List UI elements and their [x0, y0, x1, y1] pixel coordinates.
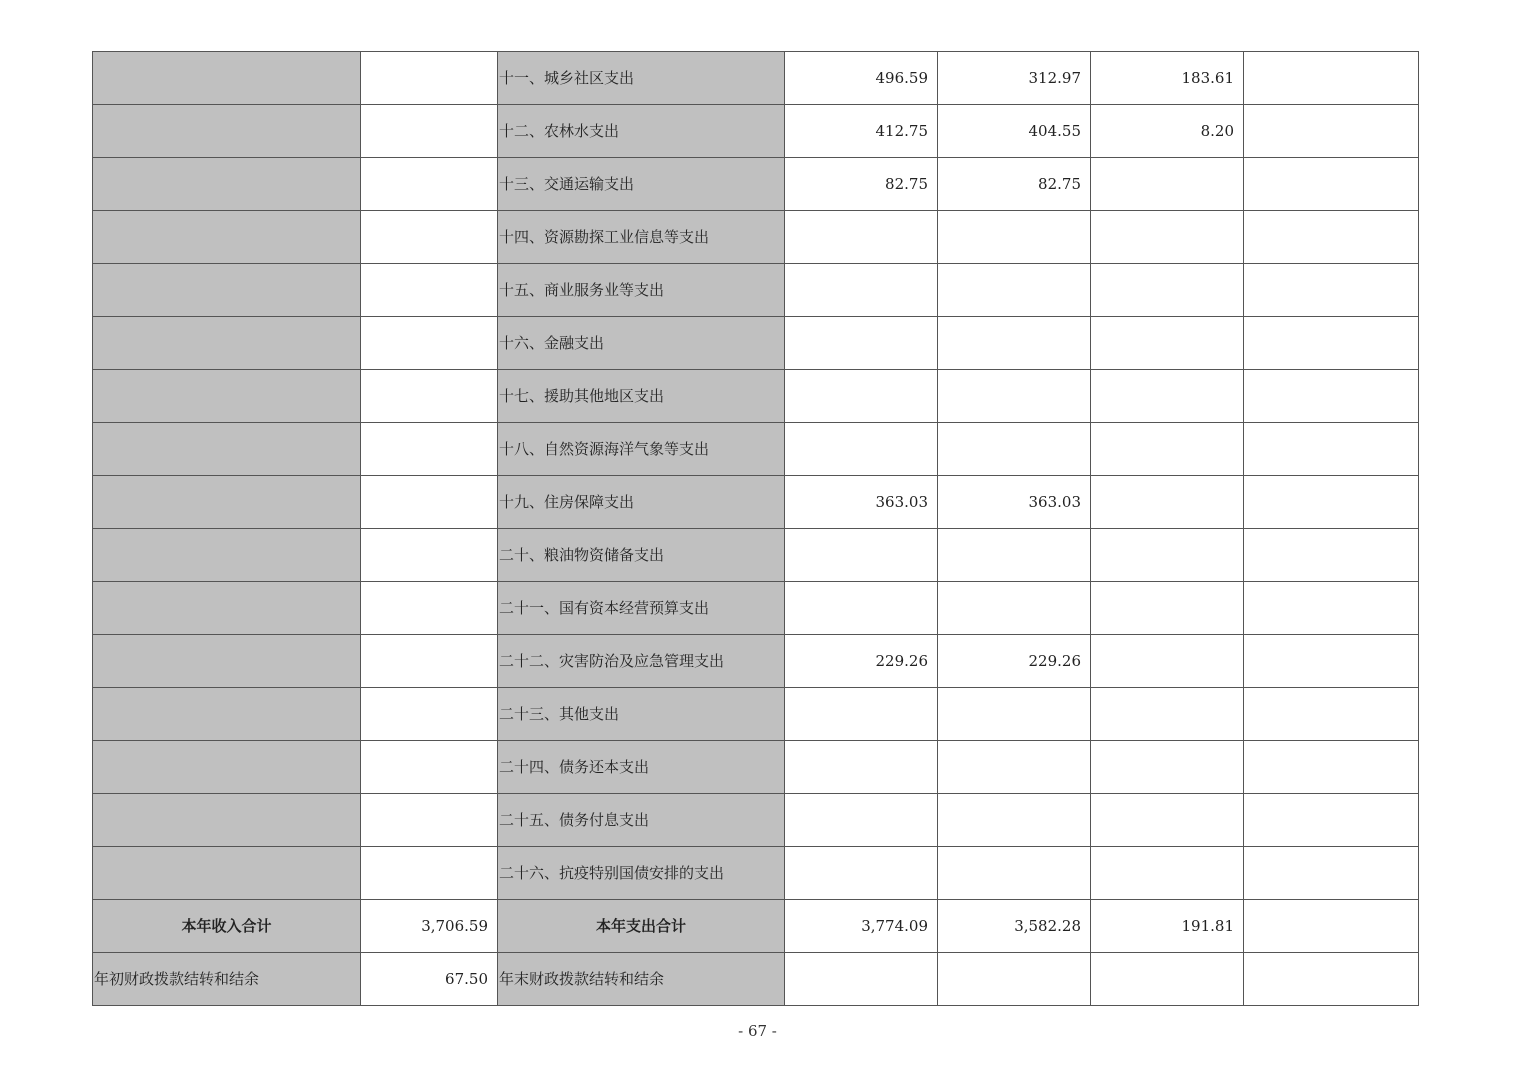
expense-basic-cell	[938, 794, 1091, 847]
income-value-cell	[361, 635, 498, 688]
expense-item-label: 二十六、抗疫特别国债安排的支出	[498, 847, 785, 900]
expense-item-label: 二十三、其他支出	[498, 688, 785, 741]
expense-item-label: 二十一、国有资本经营预算支出	[498, 582, 785, 635]
table-row-carryover	[93, 953, 1419, 1006]
expense-other-cell	[1244, 52, 1419, 105]
expense-item-label: 十二、农林水支出	[498, 105, 785, 158]
expense-project-cell	[1091, 317, 1244, 370]
carryover-basic-value	[938, 953, 1091, 1006]
expense-total-cell	[785, 317, 938, 370]
expense-item-label: 二十五、债务付息支出	[498, 794, 785, 847]
income-item-cell	[93, 105, 361, 158]
income-item-cell	[93, 794, 361, 847]
expense-basic-cell	[938, 688, 1091, 741]
expense-project-cell: 183.61	[1091, 52, 1244, 105]
income-value-cell	[361, 317, 498, 370]
expense-basic-cell	[938, 582, 1091, 635]
table-row	[93, 741, 1419, 794]
expense-basic-cell	[938, 847, 1091, 900]
expense-other-cell	[1244, 370, 1419, 423]
expense-project-cell	[1091, 370, 1244, 423]
table-row	[93, 582, 1419, 635]
expense-basic-cell	[938, 370, 1091, 423]
expense-project-cell	[1091, 211, 1244, 264]
expense-basic-cell: 82.75	[938, 158, 1091, 211]
expense-other-value	[1244, 900, 1419, 953]
expense-total-cell	[785, 370, 938, 423]
table-row	[93, 847, 1419, 900]
expense-item-label: 十九、住房保障支出	[498, 476, 785, 529]
expense-basic-cell: 229.26	[938, 635, 1091, 688]
expense-item-label: 十七、援助其他地区支出	[498, 370, 785, 423]
expense-other-cell	[1244, 211, 1419, 264]
income-item-cell	[93, 635, 361, 688]
income-item-cell	[93, 264, 361, 317]
income-value-cell	[361, 423, 498, 476]
table-row	[93, 211, 1419, 264]
expense-total-cell: 82.75	[785, 158, 938, 211]
expense-basic-cell	[938, 423, 1091, 476]
expense-project-cell	[1091, 582, 1244, 635]
income-value-cell	[361, 847, 498, 900]
table-row-total	[93, 900, 1419, 953]
expense-total-label: 本年支出合计	[498, 900, 785, 953]
table-row	[93, 635, 1419, 688]
page-number: - 67 -	[738, 1022, 777, 1040]
expense-basic-value: 3,582.28	[938, 900, 1091, 953]
income-value-cell	[361, 211, 498, 264]
expense-total-cell	[785, 211, 938, 264]
carryover-other-value	[1244, 953, 1419, 1006]
table-row	[93, 264, 1419, 317]
expense-other-cell	[1244, 847, 1419, 900]
expense-item-label: 十八、自然资源海洋气象等支出	[498, 423, 785, 476]
carryover-project-value	[1091, 953, 1244, 1006]
table-row	[93, 476, 1419, 529]
expense-project-cell	[1091, 688, 1244, 741]
expense-total-cell	[785, 582, 938, 635]
expense-other-cell	[1244, 476, 1419, 529]
expense-other-cell	[1244, 582, 1419, 635]
expense-total-cell	[785, 688, 938, 741]
income-item-cell	[93, 582, 361, 635]
expense-basic-cell	[938, 529, 1091, 582]
expense-carryover-label: 年末财政拨款结转和结余	[498, 953, 785, 1006]
income-item-cell	[93, 423, 361, 476]
income-carryover-label: 年初财政拨款结转和结余	[93, 953, 361, 1006]
expense-basic-cell: 363.03	[938, 476, 1091, 529]
expense-item-label: 二十四、债务还本支出	[498, 741, 785, 794]
expense-item-label: 十四、资源勘探工业信息等支出	[498, 211, 785, 264]
expense-project-cell: 8.20	[1091, 105, 1244, 158]
expense-other-cell	[1244, 635, 1419, 688]
income-value-cell	[361, 52, 498, 105]
income-item-cell	[93, 847, 361, 900]
expense-item-label: 十一、城乡社区支出	[498, 52, 785, 105]
expense-project-cell	[1091, 741, 1244, 794]
expense-project-cell	[1091, 794, 1244, 847]
table-row	[93, 105, 1419, 158]
income-value-cell	[361, 476, 498, 529]
expense-other-cell	[1244, 105, 1419, 158]
expense-other-cell	[1244, 529, 1419, 582]
income-item-cell	[93, 476, 361, 529]
expense-project-cell	[1091, 264, 1244, 317]
expense-total-cell	[785, 741, 938, 794]
expense-other-cell	[1244, 423, 1419, 476]
expense-project-value: 191.81	[1091, 900, 1244, 953]
income-item-cell	[93, 158, 361, 211]
table-row	[93, 52, 1419, 105]
table-row	[93, 794, 1419, 847]
expense-other-cell	[1244, 741, 1419, 794]
table-row	[93, 158, 1419, 211]
expense-total-cell: 363.03	[785, 476, 938, 529]
expense-basic-cell: 312.97	[938, 52, 1091, 105]
expense-other-cell	[1244, 688, 1419, 741]
income-value-cell	[361, 741, 498, 794]
expense-item-label: 十五、商业服务业等支出	[498, 264, 785, 317]
expense-total-cell	[785, 794, 938, 847]
income-value-cell	[361, 688, 498, 741]
income-item-cell	[93, 370, 361, 423]
table-body	[93, 52, 1419, 1006]
expense-other-cell	[1244, 264, 1419, 317]
income-total-label: 本年收入合计	[93, 900, 361, 953]
expense-item-label: 十六、金融支出	[498, 317, 785, 370]
income-item-cell	[93, 317, 361, 370]
expense-total-cell: 496.59	[785, 52, 938, 105]
expense-basic-cell	[938, 211, 1091, 264]
expense-item-label: 二十二、灾害防治及应急管理支出	[498, 635, 785, 688]
expense-total-cell	[785, 264, 938, 317]
expense-project-cell	[1091, 476, 1244, 529]
income-carryover-value: 67.50	[361, 953, 498, 1006]
income-value-cell	[361, 264, 498, 317]
expense-project-cell	[1091, 847, 1244, 900]
income-value-cell	[361, 105, 498, 158]
expense-basic-cell: 404.55	[938, 105, 1091, 158]
expense-item-label: 二十、粮油物资储备支出	[498, 529, 785, 582]
income-item-cell	[93, 211, 361, 264]
income-item-cell	[93, 52, 361, 105]
income-item-cell	[93, 688, 361, 741]
income-item-cell	[93, 741, 361, 794]
income-item-cell	[93, 529, 361, 582]
table-row	[93, 317, 1419, 370]
expense-other-cell	[1244, 158, 1419, 211]
expense-total-cell: 229.26	[785, 635, 938, 688]
expense-project-cell	[1091, 529, 1244, 582]
income-value-cell	[361, 582, 498, 635]
expense-basic-cell	[938, 317, 1091, 370]
table-row	[93, 423, 1419, 476]
table-row	[93, 688, 1419, 741]
expense-item-label: 十三、交通运输支出	[498, 158, 785, 211]
income-value-cell	[361, 158, 498, 211]
income-total-value: 3,706.59	[361, 900, 498, 953]
budget-table	[92, 51, 1419, 1006]
income-value-cell	[361, 529, 498, 582]
table-row	[93, 370, 1419, 423]
carryover-total-value	[785, 953, 938, 1006]
expense-other-cell	[1244, 794, 1419, 847]
expense-total-cell	[785, 529, 938, 582]
expense-project-cell	[1091, 423, 1244, 476]
expense-total-cell: 412.75	[785, 105, 938, 158]
expense-total-cell	[785, 847, 938, 900]
expense-project-cell	[1091, 158, 1244, 211]
income-value-cell	[361, 794, 498, 847]
expense-basic-cell	[938, 741, 1091, 794]
expense-basic-cell	[938, 264, 1091, 317]
expense-total-value: 3,774.09	[785, 900, 938, 953]
expense-other-cell	[1244, 317, 1419, 370]
income-value-cell	[361, 370, 498, 423]
table-row	[93, 529, 1419, 582]
expense-project-cell	[1091, 635, 1244, 688]
expense-total-cell	[785, 423, 938, 476]
